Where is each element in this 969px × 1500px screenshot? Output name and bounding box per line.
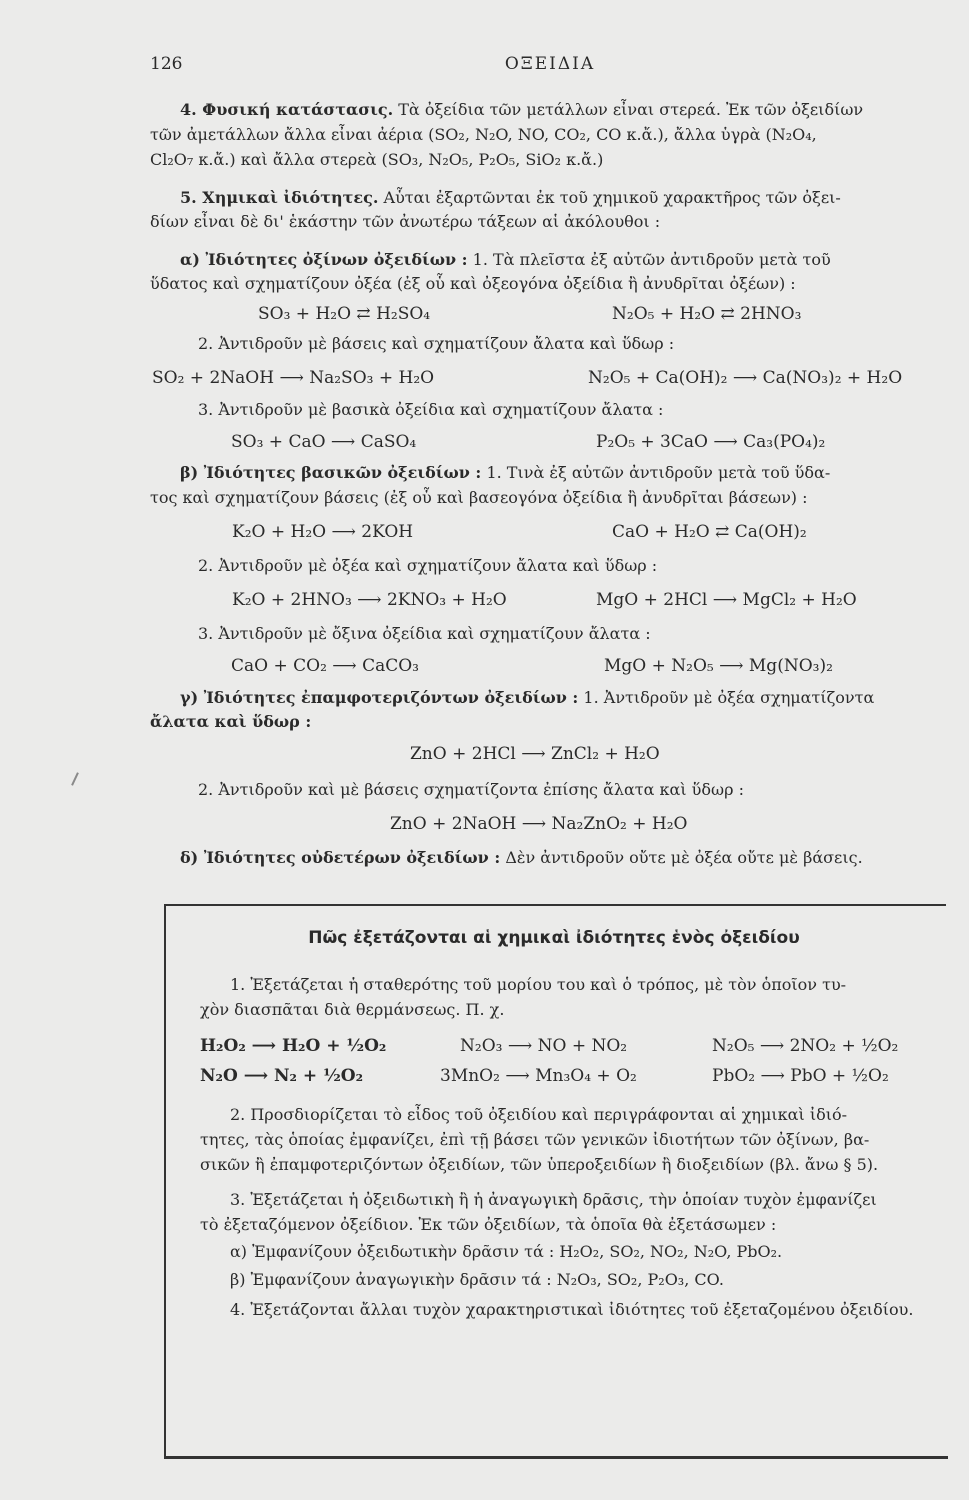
box-equation-r2-b: 3MnO₂ ⟶ Mn₃O₄ + O₂ [440,1066,637,1086]
gamma-heading: γ) Ἰδιότητες ἐπαμφοτεριζόντων ὀξειδίων : [180,688,579,707]
delta-text: Δὲν ἀντιδροῦν οὔτε μὲ ὀξέα οὔτε μὲ βάσεις. [505,848,863,867]
delta-line [180,848,863,868]
alpha-equation-1b: N₂O₅ + H₂O ⇄ 2HNO₃ [612,304,802,324]
alpha-equation-3a: SO₃ + CaO ⟶ CaSO₄ [231,432,417,452]
beta-equation-2b: MgO + 2HCl ⟶ MgCl₂ + H₂O [596,590,857,610]
box-paragraph-2-line-2: τητες, τὰς ὁποίας ἐμφανίζει, ἐπὶ τῇ βάσει τῶν γενικῶν ἰδιοτήτων τῶν ὀξίνων, βα- [200,1130,870,1149]
alpha-equation-2b: N₂O₅ + Ca(OH)₂ ⟶ Ca(NO₃)₂ + H₂O [588,368,903,388]
alpha-equation-3b: P₂O₅ + 3CaO ⟶ Ca₃(PO₄)₂ [596,432,826,452]
section-4-line-2: τῶν ἀμετάλλων ἄλλα εἶναι ἀέρια (SO₂, N₂O, NO, CO₂, CO κ.ἄ.), ἄλλα ὑγρὰ (N₂O₄, [150,125,817,144]
gamma-text: 1. Ἀντιδροῦν μὲ ὀξέα σχηματίζοντα [583,688,875,707]
alpha-equation-1a: SO₃ + H₂O ⇄ H₂SO₄ [258,304,431,324]
section-4-text: Τὰ ὀξείδια τῶν μετάλλων εἶναι στερεά. Ἐκ τῶν ὀξειδίων [398,100,864,119]
beta-text: 1. Τινὰ ἐξ αὐτῶν ἀντιδροῦν μετὰ τοῦ ὕδα- [486,463,831,482]
beta-heading: β) Ἰδιότητες βασικῶν ὀξειδίων : [180,463,482,482]
beta-line-1 [180,463,830,483]
gamma-line-2: ἄλατα καὶ ὕδωρ : [150,712,312,731]
section-5-text: Αὗται ἐξαρτῶνται ἐκ τοῦ χημικοῦ χαρακτῆρος τῶν ὀξει- [383,188,841,207]
alpha-equation-2a: SO₂ + 2NaOH ⟶ Na₂SO₃ + H₂O [152,368,435,388]
box-equation-r1-c: N₂O₅ ⟶ 2NO₂ + ½O₂ [712,1036,899,1056]
beta-equation-2a: K₂O + 2HNO₃ ⟶ 2KNO₃ + H₂O [232,590,507,610]
box-paragraph-3-item-b: β) Ἐμφανίζουν ἀναγωγικὴν δρᾶσιν τά : N₂O₃, SO₂, P₂O₃, CO. [230,1270,724,1289]
page-header [150,54,950,80]
beta-equation-3b: MgO + N₂O₅ ⟶ Mg(NO₃)₂ [604,656,833,676]
box-paragraph-1-line-2: χὸν διασπᾶται διὰ θερμάνσεως. Π. χ. [200,1000,505,1019]
beta-item-2: 2. Ἀντιδροῦν μὲ ὀξέα καὶ σχηματίζουν ἄλατα καὶ ὕδωρ : [198,556,658,575]
alpha-text: 1. Τὰ πλεῖστα ἐξ αὐτῶν ἀντιδροῦν μετὰ τοῦ [472,250,831,269]
box-paragraph-2-line-1: 2. Προσδιορίζεται τὸ εἶδος τοῦ ὀξειδίου καὶ περιγράφονται αἱ χημικαὶ ἰδιό- [230,1105,848,1124]
delta-heading: δ) Ἰδιότητες οὐδετέρων ὀξειδίων : [180,848,501,867]
section-4-heading: 4. Φυσική κατάστασις. [180,100,394,119]
box-equation-r2-c: PbO₂ ⟶ PbO + ½O₂ [712,1066,889,1086]
page-number: 126 [150,54,183,74]
beta-equation-3a: CaO + CO₂ ⟶ CaCO₃ [231,656,419,676]
gamma-line-1 [180,688,874,708]
section-5-line-2: δίων εἶναι δὲ δι' ἑκάστην τῶν ἀνωτέρω τάξεων αἱ ἀκόλουθοι : [150,212,661,231]
box-paragraph-1-line-1: 1. Ἐξετάζεται ἡ σταθερότης τοῦ μορίου του καὶ ὁ τρόπος, μὲ τὸν ὁποῖον τυ- [230,975,847,994]
gamma-item-2: 2. Ἀντιδροῦν καὶ μὲ βάσεις σχηματίζοντα ἐπίσης ἄλατα καὶ ὕδωρ : [198,780,744,799]
alpha-item-3: 3. Ἀντιδροῦν μὲ βασικὰ ὀξείδια καὶ σχηματίζουν ἄλατα : [198,400,664,419]
box-paragraph-3-line-1: 3. Ἐξετάζεται ἡ ὀξειδωτικὴ ἢ ἡ ἀναγωγικὴ δρᾶσις, τὴν ὁποίαν τυχὸν ἐμφανίζει [230,1190,877,1209]
summary-box-title: Πῶς ἐξετάζονται αἱ χημικαὶ ἰδιότητες ἑνὸς ὀξειδίου [308,928,800,948]
gamma-equation-1: ZnO + 2HCl ⟶ ZnCl₂ + H₂O [410,744,660,764]
alpha-heading: α) Ἰδιότητες ὀξίνων ὀξειδίων : [180,250,468,269]
box-equation-r1-a: H₂O₂ ⟶ H₂O + ½O₂ [200,1036,387,1056]
alpha-line-2: ὕδατος καὶ σχηματίζουν ὀξέα (ἐξ οὗ καὶ ὀξεογόνα ὀξείδια ἢ ἀνυδρῖται ὀξέων) : [150,274,796,293]
beta-equation-1a: K₂O + H₂O ⟶ 2KOH [232,522,414,542]
box-equation-r2-a: N₂O ⟶ N₂ + ½O₂ [200,1066,364,1086]
section-4-line-1 [180,100,863,120]
box-paragraph-2-line-3: σικῶν ἢ ἐπαμφοτεριζόντων ὀξειδίων, τῶν ὑπεροξειδίων ἢ διοξειδίων (βλ. ἄνω § 5). [200,1155,879,1174]
alpha-item-2: 2. Ἀντιδροῦν μὲ βάσεις καὶ σχηματίζουν ἄλατα καὶ ὕδωρ : [198,334,675,353]
section-5-heading: 5. Χημικαὶ ἰδιότητες. [180,188,379,207]
beta-item-3: 3. Ἀντιδροῦν μὲ ὄξινα ὀξείδια καὶ σχηματίζουν ἄλατα : [198,624,651,643]
scan-mark [71,772,79,786]
box-paragraph-3-line-2: τὸ ἐξεταζόμενον ὀξείδιον. Ἐκ τῶν ὀξειδίων, τὰ ὁποῖα θὰ ἐξετάσωμεν : [200,1215,777,1234]
box-paragraph-4: 4. Ἐξετάζονται ἄλλαι τυχὸν χαρακτηριστικαὶ ἰδιότητες τοῦ ἐξεταζομένου ὀξειδίου. [230,1300,914,1319]
gamma-equation-2: ZnO + 2NaOH ⟶ Na₂ZnO₂ + H₂O [390,814,688,834]
section-5-line-1 [180,188,841,208]
beta-equation-1b: CaO + H₂O ⇄ Ca(OH)₂ [612,522,807,542]
summary-box-bottom-rule [164,1456,948,1459]
alpha-line-1 [180,250,831,270]
box-equation-r1-b: N₂O₃ ⟶ NO + NO₂ [460,1036,628,1056]
beta-line-2: τος καὶ σχηματίζουν βάσεις (ἐξ οὗ καὶ βασεογόνα ὀξείδια ἢ ἀνυδρῖται βάσεων) : [150,488,808,507]
box-paragraph-3-item-a: α) Ἐμφανίζουν ὀξειδωτικὴν δρᾶσιν τά : H₂O₂, SO₂, NO₂, N₂O, PbO₂. [230,1242,783,1261]
running-head: ΟΞΕΙΔΙΑ [504,54,596,74]
section-4-line-3: Cl₂O₇ κ.ἄ.) καὶ ἄλλα στερεὰ (SO₃, N₂O₅, P₂O₅, SiO₂ κ.ἄ.) [150,150,604,169]
